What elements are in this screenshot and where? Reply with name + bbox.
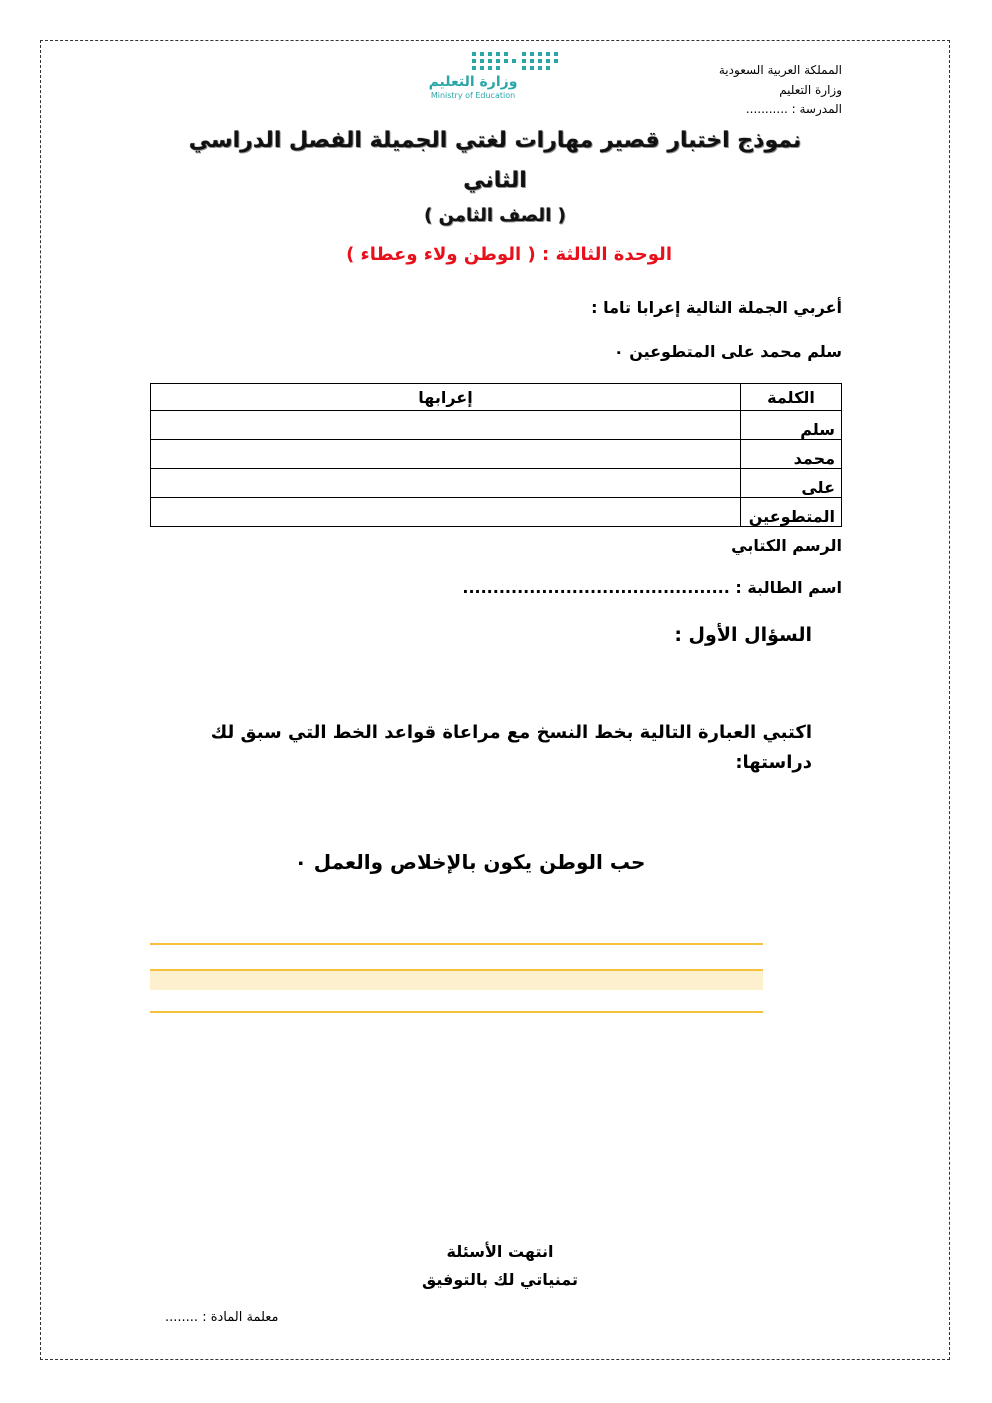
end-of-questions: انتهت الأسئلة	[446, 1242, 554, 1261]
unit-title: الوحدة الثالثة : ( الوطن ولاء وعطاء )	[346, 244, 672, 265]
writing-guide-line-bottom[interactable]	[150, 1011, 763, 1013]
grade-label: ( الصف الثامن )	[424, 205, 566, 226]
question1-instruction: اكتبي العبارة التالية بخط النسخ مع مراعاة قواعد الخط التي سبق لك دراستها:	[210, 722, 812, 773]
teacher-signature-field[interactable]: معلمة المادة : ........	[165, 1310, 279, 1325]
section-title: الرسم الكتابي	[731, 536, 842, 555]
parsing-table	[150, 383, 842, 527]
exam-title-line1: نموذج اختبار قصير مهارات لغتي الجميلة الفصل الدراسي	[188, 128, 802, 153]
column-header-irab: إعرابها	[151, 384, 741, 411]
good-luck-message: تمنياتي لك بالتوفيق	[421, 1270, 579, 1289]
table-row	[151, 469, 842, 498]
column-header-word: الكلمة	[741, 384, 842, 411]
ministry-logo	[410, 46, 570, 104]
student-name-field[interactable]: اسم الطالبة : ............................................	[462, 578, 842, 597]
table-cell-word: المتطوعين	[741, 498, 842, 527]
parsing-sentence: سلم محمد على المتطوعين ٠	[613, 342, 842, 361]
ministry-label: وزارة التعليم	[779, 83, 842, 97]
exam-title-line2: الثاني	[463, 168, 527, 193]
table-cell-irab[interactable]	[151, 440, 741, 469]
table-cell-irab[interactable]	[151, 411, 741, 440]
table-row	[151, 411, 842, 440]
logo-arabic-text: وزارة التعليم	[428, 74, 518, 90]
page-border	[40, 40, 950, 1360]
table-cell-word: على	[741, 469, 842, 498]
country-label: المملكة العربية السعودية	[718, 63, 842, 77]
table-row	[151, 440, 842, 469]
writing-guide-band[interactable]	[150, 969, 763, 990]
school-label: المدرسة : ...........	[745, 102, 842, 116]
logo-english-text: Ministry of Education	[430, 91, 516, 100]
calligraphy-phrase: حب الوطن يكون بالإخلاص والعمل ٠	[294, 850, 646, 874]
table-row	[151, 498, 842, 527]
question1-label: السؤال الأول :	[674, 624, 812, 646]
table-header-row	[151, 384, 842, 411]
table-cell-irab[interactable]	[151, 498, 741, 527]
table-cell-word: محمد	[741, 440, 842, 469]
table-cell-word: سلم	[741, 411, 842, 440]
parsing-instruction: أعربي الجملة التالية إعرابا تاما :	[591, 298, 842, 317]
table-cell-irab[interactable]	[151, 469, 741, 498]
writing-guide-line-top[interactable]	[150, 943, 763, 945]
